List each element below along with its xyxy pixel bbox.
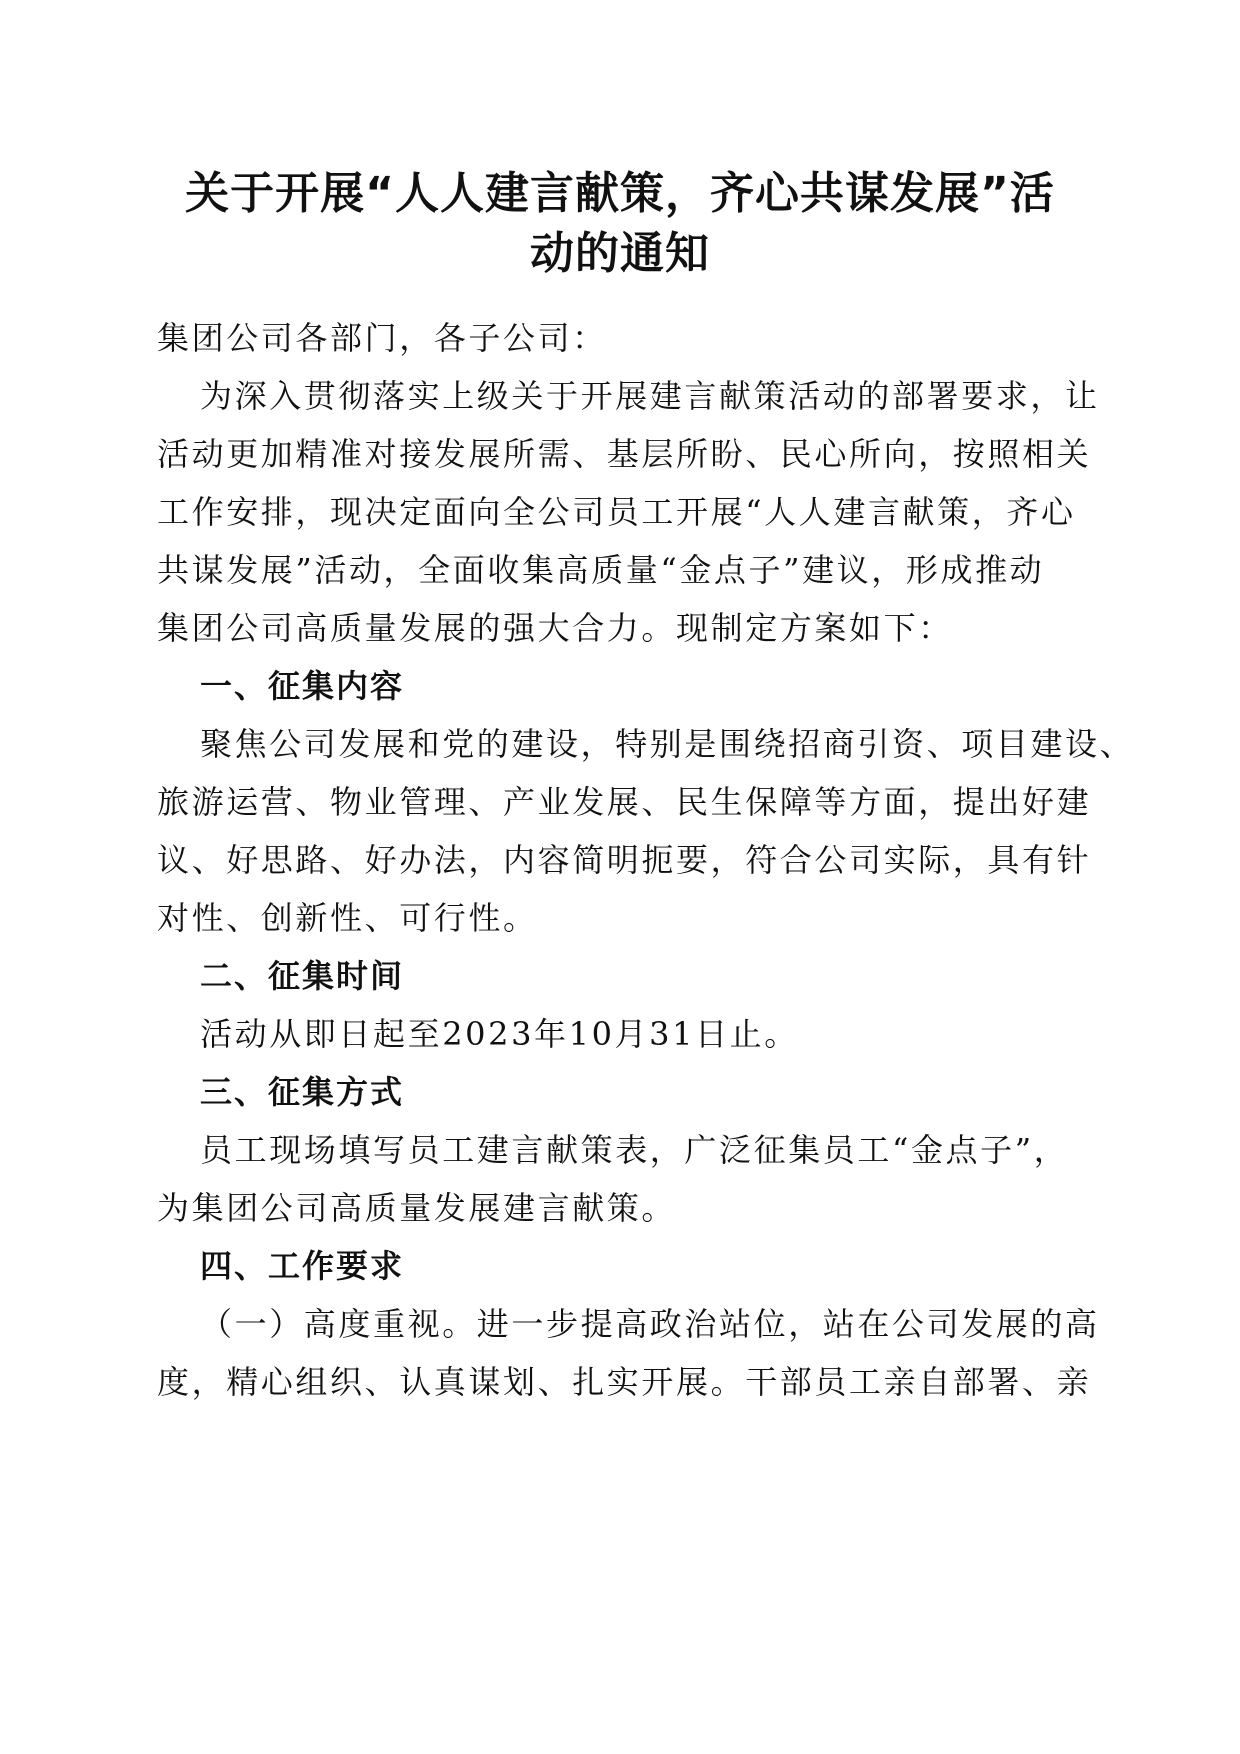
section1-line-1: 聚焦公司发展和党的建设，特别是围绕招商引资、项目建设、 (200, 725, 1135, 763)
salutation: 集团公司各部门，各子公司： (157, 319, 607, 357)
intro-line-4: 共谋发展”活动，全面收集高质量“金点子”建议，形成推动 (157, 551, 1045, 589)
section-heading-method: 三、征集方式 (200, 1073, 405, 1111)
document-title-line-2: 动的通知 (530, 228, 710, 279)
section-heading-time: 二、征集时间 (200, 957, 405, 995)
section3-line-2: 为集团公司高质量发展建言献策。 (157, 1189, 677, 1227)
section4-line-2: 度，精心组织、认真谋划、扎实开展。干部员工亲自部署、亲 (157, 1363, 1092, 1401)
section1-line-3: 议、好思路、好办法，内容简明扼要，符合公司实际，具有针 (157, 841, 1092, 879)
section2-line-1: 活动从即日起至2023年10月31日止。 (200, 1015, 799, 1053)
intro-line-3: 工作安排，现决定面向全公司员工开展“人人建言献策，齐心 (157, 493, 1076, 531)
section1-line-4: 对性、创新性、可行性。 (157, 899, 538, 937)
intro-line-2: 活动更加精准对接发展所需、基层所盼、民心所向，按照相关 (157, 435, 1092, 473)
intro-line-5: 集团公司高质量发展的强大合力。现制定方案如下： (157, 609, 953, 647)
section3-line-1: 员工现场填写员工建言献策表，广泛征集员工“金点子”， (200, 1131, 1069, 1169)
intro-line-1: 为深入贯彻落实上级关于开展建言献策活动的部署要求，让 (200, 377, 1100, 415)
section4-line-1: （一）高度重视。进一步提高政治站位，站在公司发展的高 (200, 1305, 1100, 1343)
section1-line-2: 旅游运营、物业管理、产业发展、民生保障等方面，提出好建 (157, 783, 1092, 821)
section-heading-requirements: 四、工作要求 (200, 1247, 405, 1285)
document-title-line-1: 关于开展“人人建言献策，齐心共谋发展”活 (185, 168, 1055, 219)
section-heading-content: 一、征集内容 (200, 667, 405, 705)
